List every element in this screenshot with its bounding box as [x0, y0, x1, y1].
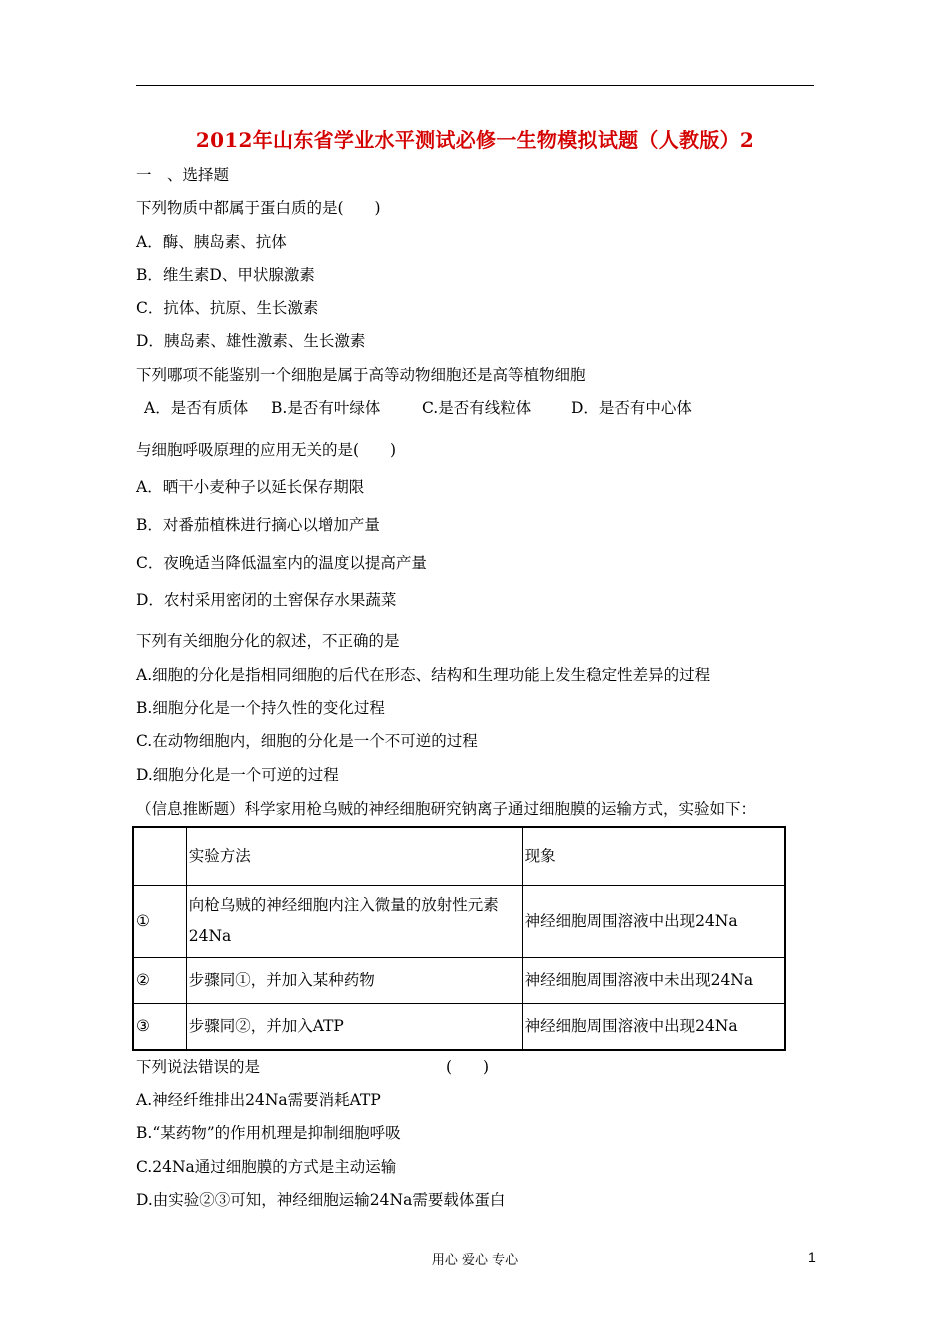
table-row: [133, 957, 785, 1003]
q5-option-b: B.“某药物”的作用机理是抑制细胞呼吸: [136, 1124, 401, 1142]
table-cell: ①: [133, 885, 186, 957]
page-number: 1: [808, 1249, 816, 1265]
experiment-table: [132, 826, 786, 1051]
table-cell: ②: [133, 957, 186, 1003]
q4-option-d: D.细胞分化是一个可逆的过程: [136, 766, 339, 784]
table-header-cell: [133, 827, 186, 885]
q4-option-c: C.在动物细胞内，细胞的分化是一个不可逆的过程: [136, 732, 478, 750]
table-row: [133, 1003, 785, 1050]
q5-option-c: C.24Na通过细胞膜的方式是主动运输: [136, 1158, 397, 1176]
q5-stem: （信息推断题）科学家用枪乌贼的神经细胞研究钠离子通过细胞膜的运输方式，实验如下：: [136, 800, 757, 818]
q2-options: [144, 396, 692, 418]
table-header-row: [133, 827, 785, 885]
q1-option-b: B．维生素D、甲状腺激素: [136, 266, 315, 284]
table-cell: 神经细胞周围溶液中出现24Na: [522, 1003, 785, 1050]
q4-option-b: B.细胞分化是一个持久性的变化过程: [136, 699, 385, 717]
q1-stem: 下列物质中都属于蛋白质的是( ): [136, 199, 381, 217]
q1-option-d: D．胰岛素、雄性激素、生长激素: [136, 332, 366, 350]
table-cell: 向枪乌贼的神经细胞内注入微量的放射性元素24Na: [186, 885, 522, 957]
q2-option-d: D．是否有中心体: [571, 399, 692, 417]
q5-question: 下列说法错误的是: [136, 1058, 261, 1076]
answer-blank: ( ): [446, 1058, 490, 1076]
table-cell: 神经细胞周围溶液中未出现24Na: [522, 957, 785, 1003]
table-cell: 步骤同①，并加入某种药物: [186, 957, 522, 1003]
q3-option-d: D．农村采用密闭的土窖保存水果蔬菜: [136, 591, 397, 609]
page-footer: 用心 爱心 专心: [431, 1253, 519, 1268]
q2-stem: 下列哪项不能鉴别一个细胞是属于高等动物细胞还是高等植物细胞: [136, 366, 586, 384]
table-cell: 神经细胞周围溶液中出现24Na: [522, 885, 785, 957]
table-cell: 步骤同②，并加入ATP: [186, 1003, 522, 1050]
q4-stem: 下列有关细胞分化的叙述，不正确的是: [136, 632, 400, 650]
q1-option-c: C．抗体、抗原、生长激素: [136, 299, 319, 317]
q1-option-a: A．酶、胰岛素、抗体: [136, 233, 287, 251]
header-rule: [136, 85, 814, 86]
q2-option-b: B.是否有叶绿体: [271, 399, 381, 417]
q3-option-b: B．对番茄植株进行摘心以增加产量: [136, 516, 380, 534]
table-row: [133, 885, 785, 957]
table-header-cell: 现象: [522, 827, 785, 885]
q5-option-d: D.由实验②③可知，神经细胞运输24Na需要载体蛋白: [136, 1191, 506, 1209]
q3-stem: 与细胞呼吸原理的应用无关的是( ): [136, 441, 397, 459]
section-heading: 一 、选择题: [136, 166, 230, 184]
q2-option-c: C.是否有线粒体: [422, 399, 532, 417]
q2-option-a: A．是否有质体: [144, 399, 249, 417]
q4-option-a: A.细胞的分化是指相同细胞的后代在形态、结构和生理功能上发生稳定性差异的过程: [136, 666, 711, 684]
q5-option-a: A.神经纤维排出24Na需要消耗ATP: [136, 1091, 381, 1109]
page-title: 2012年山东省学业水平测试必修一生物模拟试题（人教版）2: [195, 128, 755, 152]
q3-option-c: C．夜晚适当降低温室内的温度以提高产量: [136, 554, 427, 572]
table-cell: ③: [133, 1003, 186, 1050]
table-header-cell: 实验方法: [186, 827, 522, 885]
q3-option-a: A．晒干小麦种子以延长保存期限: [136, 478, 365, 496]
